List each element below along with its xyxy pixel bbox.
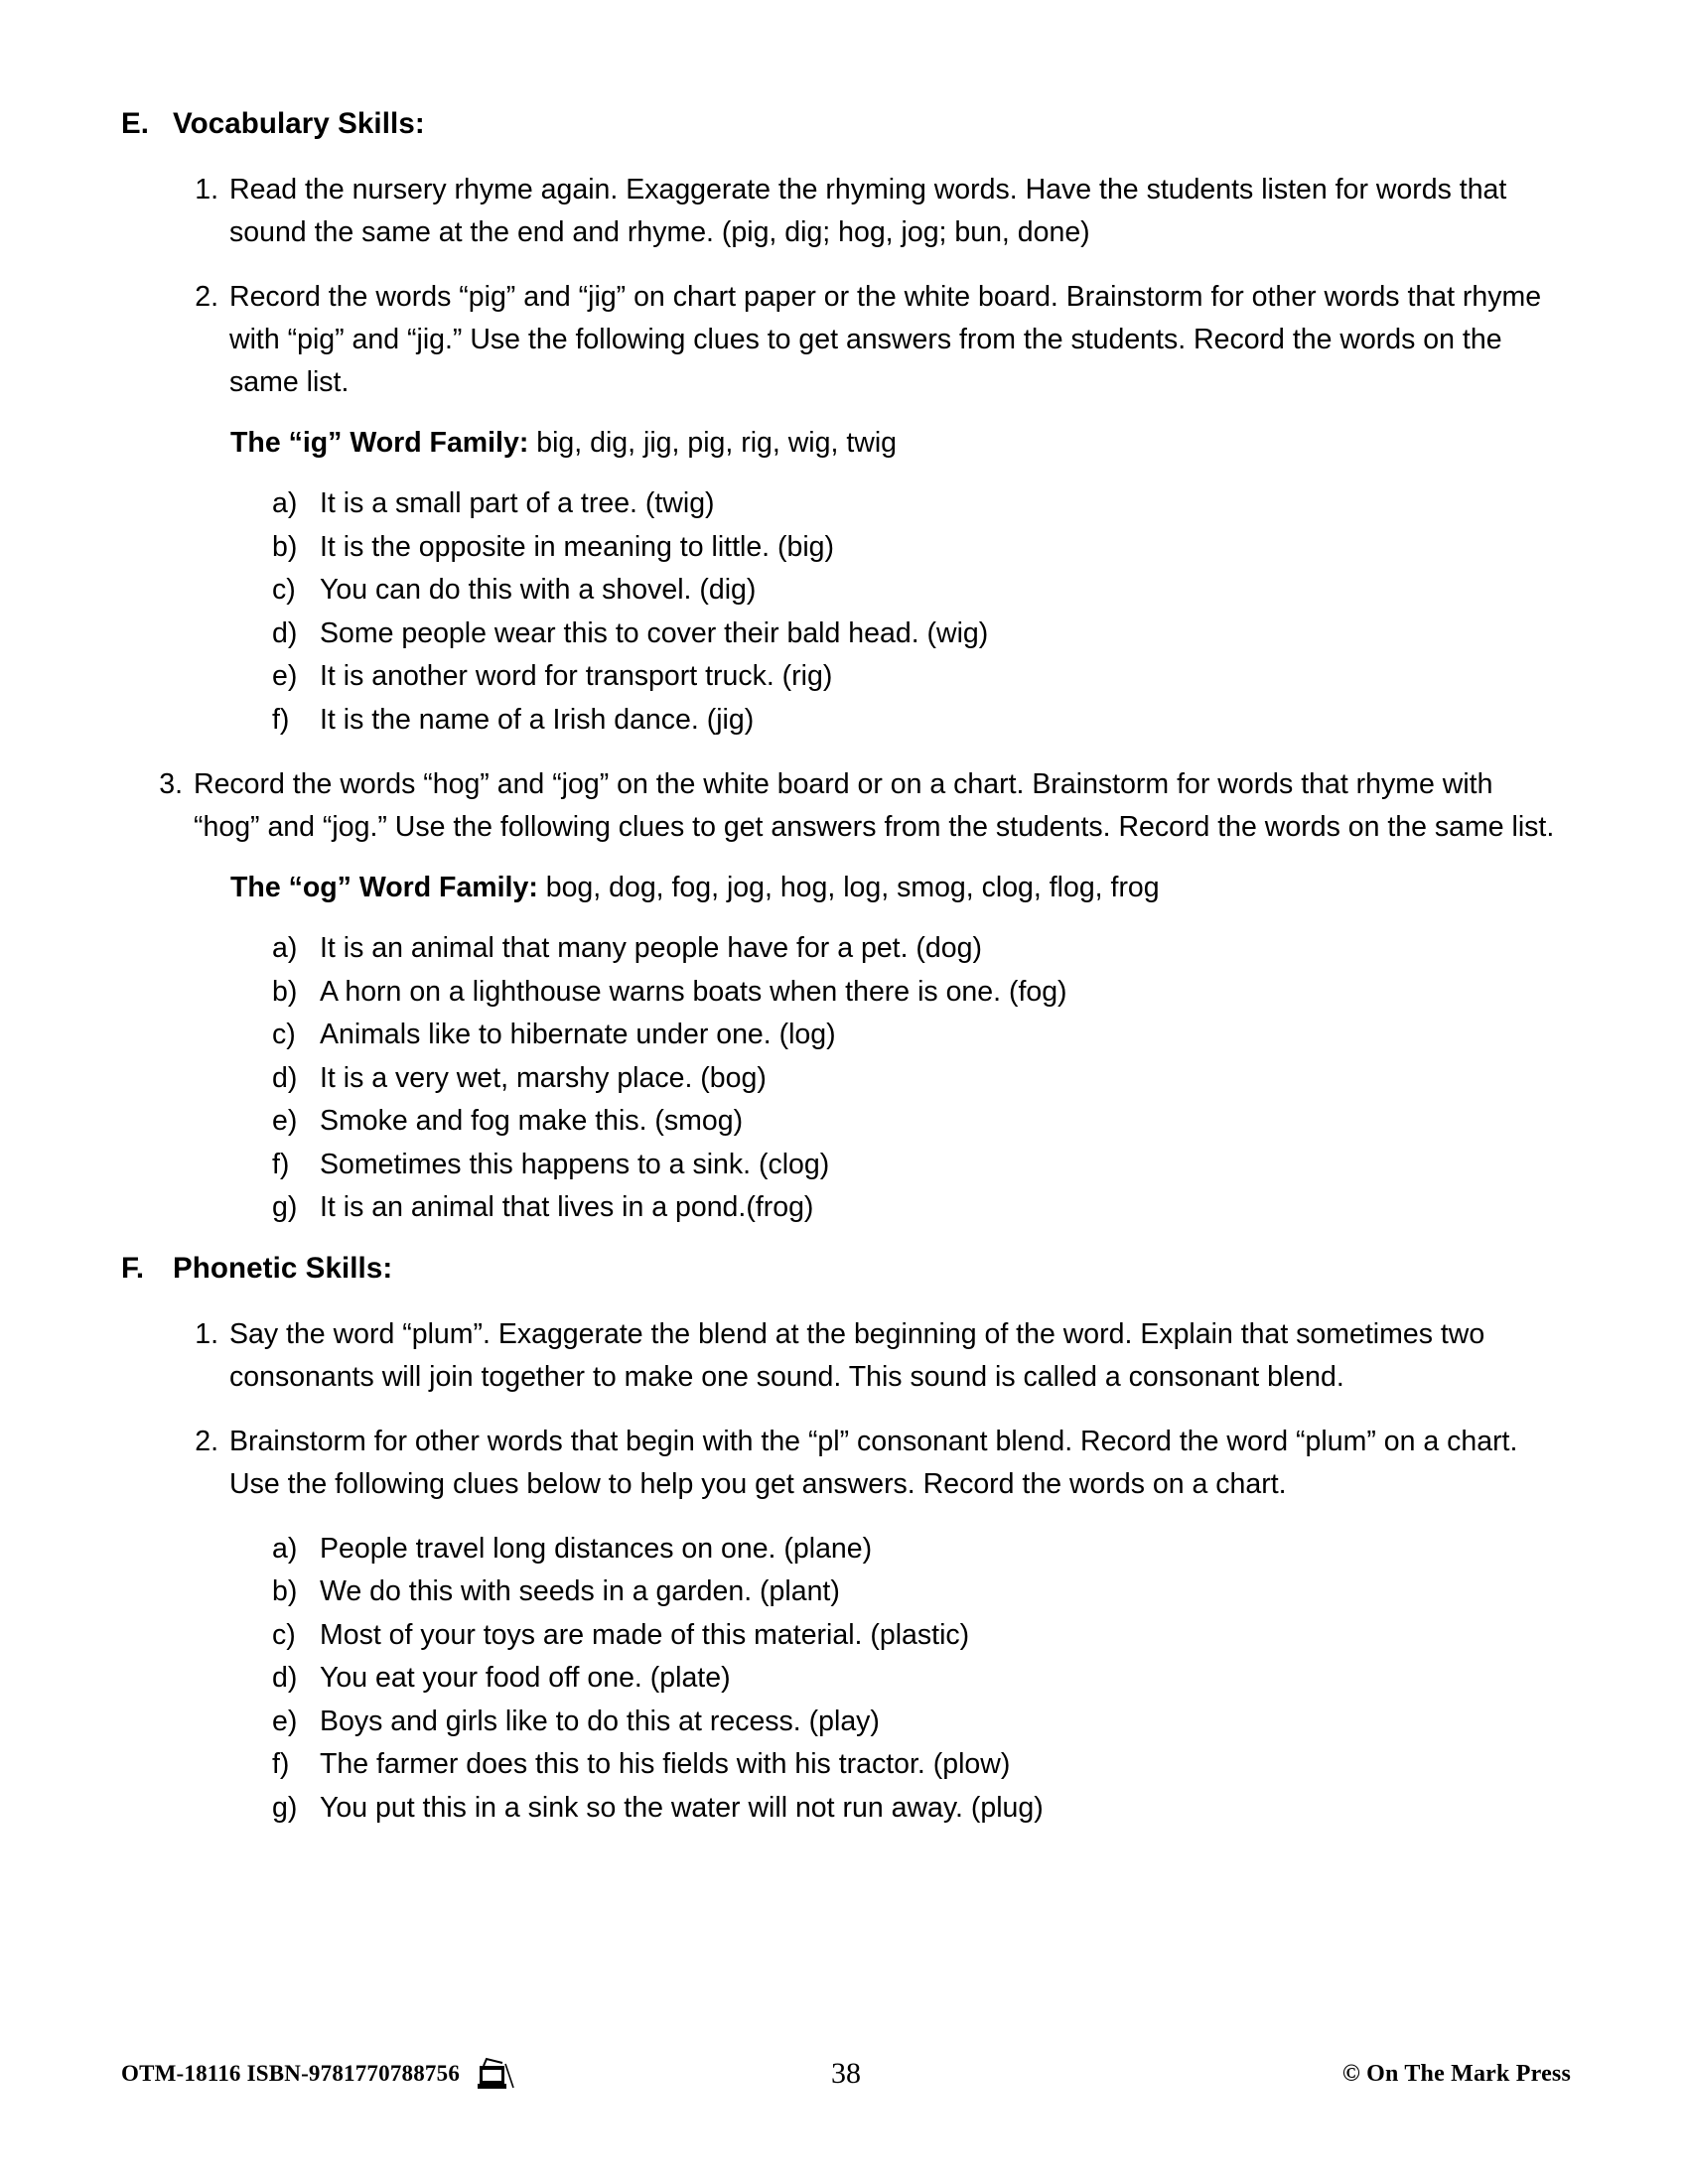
clue-letter: c) — [272, 1618, 296, 1651]
list-item-number: 2. — [195, 1425, 218, 1457]
word-family-words: bog, dog, fog, jog, hog, log, smog, clog, flog, frog — [545, 872, 1160, 903]
clue-letter: d) — [272, 616, 298, 649]
list-item — [147, 763, 1559, 849]
clue-text: Boys and girls like to do this at recess. (play) — [320, 1705, 880, 1737]
list-item — [272, 927, 1559, 971]
clue-text: It is an animal that many people have for a pet. (dog) — [320, 932, 982, 964]
list-item — [272, 1057, 1559, 1101]
word-family-words: big, dig, jig, pig, rig, wig, twig — [536, 427, 897, 459]
list-item-number: 2. — [195, 281, 218, 313]
clue-text: It is the name of a Irish dance. (jig) — [320, 703, 755, 736]
list-item — [272, 1657, 1559, 1701]
clue-letter: c) — [272, 1019, 296, 1050]
clue-text: It is a very wet, marshy place. (bog) — [320, 1061, 767, 1094]
clue-text: A horn on a lighthouse warns boats when there is one. (fog) — [320, 975, 1067, 1008]
clue-letter: b) — [272, 975, 298, 1008]
clue-text: The farmer does this to his fields with his tractor. (plow) — [320, 1748, 1011, 1780]
word-family-ig — [230, 422, 1559, 465]
list-item — [272, 1014, 1559, 1057]
clue-letter: g) — [272, 1191, 298, 1223]
footer-copyright: © On The Mark Press — [1341, 2060, 1571, 2087]
clue-letter: b) — [272, 1575, 298, 1607]
clue-text: Most of your toys are made of this material. (plastic) — [320, 1618, 970, 1651]
clue-letter: d) — [272, 1061, 298, 1094]
clue-letter: e) — [272, 1705, 298, 1737]
clue-text: We do this with seeds in a garden. (plant) — [320, 1575, 840, 1607]
clue-letter: e) — [272, 660, 298, 692]
section-title: Phonetic Skills: — [173, 1251, 393, 1285]
list-item — [272, 971, 1559, 1015]
clue-list-pl — [121, 1528, 1559, 1831]
word-family-og — [230, 867, 1559, 909]
clue-text: You put this in a sink so the water will not run away. (plug) — [320, 1791, 1044, 1824]
clue-text: Some people wear this to cover their bald head. (wig) — [320, 616, 989, 649]
list-item — [272, 1144, 1559, 1187]
section-heading-vocabulary-skills — [121, 107, 1559, 141]
page-content — [121, 107, 1559, 1830]
clue-letter: a) — [272, 932, 298, 964]
footer-product-code: OTM-18116 ISBN-9781770788756 — [121, 2061, 461, 2086]
clue-text: Smoke and fog make this. (smog) — [320, 1105, 744, 1137]
list-item — [272, 526, 1559, 570]
list-item — [272, 1100, 1559, 1144]
clue-letter: f) — [272, 1148, 290, 1180]
clue-list-og — [121, 927, 1559, 1230]
list-item-text: Say the word “plum”. Exaggerate the blend at the beginning of the word. Explain that sometimes two consonants will join together to make one sound. This sound is called a consonant blend. — [229, 1317, 1485, 1393]
clue-list-ig — [121, 482, 1559, 742]
clue-letter: c) — [272, 574, 296, 606]
clue-text: Sometimes this happens to a sink. (clog) — [320, 1148, 830, 1180]
list-item — [183, 1313, 1559, 1399]
clue-text: You can do this with a shovel. (dig) — [320, 574, 757, 606]
clue-letter: a) — [272, 487, 298, 519]
list-item — [272, 613, 1559, 656]
list-item-number: 1. — [195, 174, 218, 205]
page-footer — [121, 2051, 1571, 2097]
list-item — [272, 1787, 1559, 1831]
list-item — [272, 569, 1559, 613]
list-item — [272, 1528, 1559, 1571]
clue-text: It is another word for transport truck. (rig) — [320, 660, 833, 692]
list-item — [183, 169, 1559, 254]
word-family-label: The “ig” Word Family: — [230, 427, 529, 459]
list-item — [272, 1701, 1559, 1744]
list-item-number: 1. — [195, 1317, 218, 1350]
list-item — [272, 1743, 1559, 1787]
list-item — [272, 482, 1559, 526]
list-item — [272, 1186, 1559, 1230]
clue-letter: d) — [272, 1662, 298, 1694]
list-item-text: Read the nursery rhyme again. Exaggerate the rhyming words. Have the students listen for words that sound the same at the end and rhyme. (pig, dig; hog, jog; bun, done) — [229, 174, 1507, 248]
clue-text: It is an animal that lives in a pond.(frog) — [320, 1191, 814, 1223]
list-item-number: 3. — [159, 768, 183, 800]
page-number: 38 — [831, 2057, 861, 2090]
list-item — [183, 276, 1559, 404]
section-letter: E. — [121, 107, 150, 140]
clue-text: It is the opposite in meaning to little. (big) — [320, 530, 835, 563]
section-letter: F. — [121, 1251, 145, 1285]
section-heading-phonetic-skills — [121, 1252, 1559, 1286]
clue-letter: f) — [272, 703, 290, 736]
list-item-text: Record the words “pig” and “jig” on chart paper or the white board. Brainstorm for other words that rhyme with “pig” and “jig.” Use the following clues to get answers from the students. Record the words on the same list. — [229, 281, 1542, 398]
section-title: Vocabulary Skills: — [173, 107, 425, 140]
list-item — [272, 699, 1559, 743]
list-item — [183, 1421, 1559, 1506]
word-family-label: The “og” Word Family: — [230, 872, 538, 903]
clue-text: It is a small part of a tree. (twig) — [320, 487, 715, 519]
clue-letter: b) — [272, 530, 298, 563]
list-item — [272, 1570, 1559, 1614]
clue-letter: f) — [272, 1748, 290, 1780]
clue-text: Animals like to hibernate under one. (log) — [320, 1019, 836, 1050]
list-item — [272, 1614, 1559, 1658]
clue-letter: g) — [272, 1791, 298, 1824]
list-item-text: Record the words “hog” and “jog” on the white board or on a chart. Brainstorm for words that rhyme with “hog” and “jog.” Use the following clues to get answers from the students. Record the words on the same list. — [194, 768, 1555, 843]
clue-text: People travel long distances on one. (plane) — [320, 1532, 873, 1565]
list-item-text: Brainstorm for other words that begin with the “pl” consonant blend. Record the word “plum” on a chart. Use the following clues below to help you get answers. Record the words on a chart. — [229, 1425, 1518, 1500]
clue-letter: a) — [272, 1532, 298, 1565]
clue-text: You eat your food off one. (plate) — [320, 1662, 731, 1694]
clue-letter: e) — [272, 1105, 298, 1137]
list-item — [272, 655, 1559, 699]
